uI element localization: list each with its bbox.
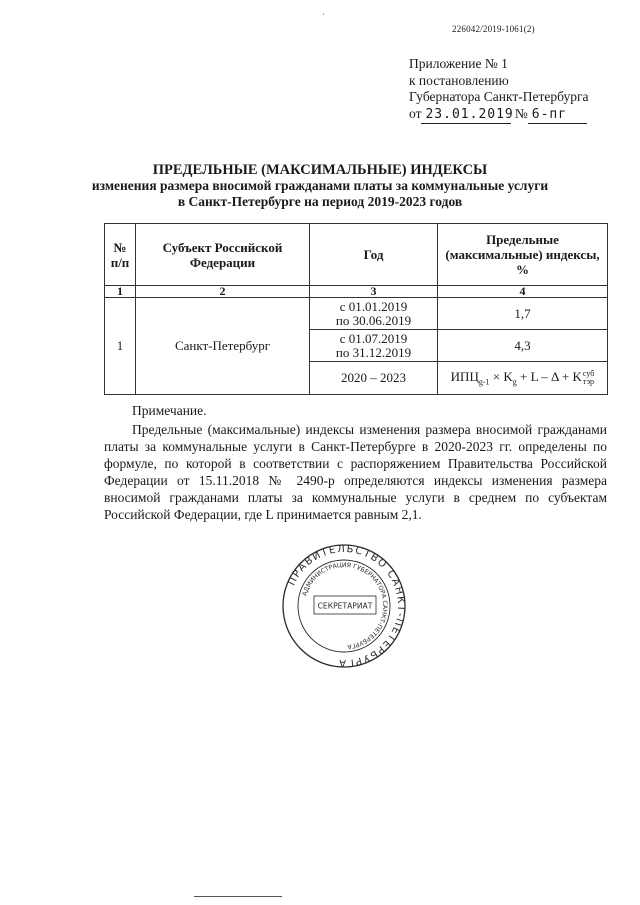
index-formula: $ИПЦ_{g-1} \times K_g + L - \Delta$ + Kсуб тэр (450, 369, 595, 387)
table-row (105, 298, 608, 330)
header-num: № п/п (105, 224, 136, 286)
indices-table (104, 223, 608, 395)
document-title (0, 162, 640, 210)
stamp-inner-text: АДМИНИСТРАЦИЯ ГУБЕРНАТОРА САНКТ-ПЕТЕРБУРГА (301, 561, 389, 650)
column-number: 2 (136, 286, 310, 298)
appendix-date-line (409, 106, 589, 125)
note-text: Предельные (максимальные) индексы изменения размера вносимой гражданами платы за коммунальные услуги в Санкт-Петербурге в 2020-2023 гг. определены по формуле, по которой в соответствии с распоряжением Правительства Российской Федерации от 15.11.2018 № 2490-р определяются индексы изменения размера вносимой гражданами платы за коммунальные услуги в среднем по субъектам Российской Федерации, где L принимается равным 2,1. (104, 422, 607, 522)
column-number: 4 (438, 286, 608, 298)
document-number: 226042/2019-1061(2) (452, 24, 535, 34)
scan-mark: · (322, 10, 325, 19)
row-number: 1 (105, 298, 136, 395)
title-line-1: ПРЕДЕЛЬНЫЕ (МАКСИМАЛЬНЫЕ) ИНДЕКСЫ (152, 162, 488, 178)
column-number-row (105, 286, 608, 298)
period-cell: с 01.07.2019 по 31.12.2019 (310, 330, 438, 362)
stamp-outer-text: ПРАВИТЕЛЬСТВО САНКТ-ПЕТЕРБУРГА (286, 544, 406, 668)
header-subject: Субъект Российской Федерации (136, 224, 310, 286)
appendix-line-1: Приложение № 1 (409, 56, 508, 71)
title-line-2: изменения размера вносимой гражданами платы за коммунальные услуги (91, 178, 549, 193)
official-stamp (282, 544, 406, 668)
number-prefix: № (514, 105, 528, 121)
header-index: Предельные (максимальные) индексы, % (438, 224, 608, 286)
period-cell: с 01.01.2019 по 30.06.2019 (310, 298, 438, 330)
index-value-cell: 1,7 (438, 298, 608, 330)
stamp-center-text: СЕКРЕТАРИАТ (317, 601, 373, 611)
date-prefix: от (409, 105, 422, 121)
note-label: Примечание. (132, 403, 207, 418)
header-year: Год (310, 224, 438, 286)
bottom-rule (194, 896, 282, 897)
appendix-line-2: к постановлению (409, 72, 509, 88)
index-value-cell: 4,3 (438, 330, 608, 362)
column-number: 3 (310, 286, 438, 298)
title-line-3: в Санкт-Петербурге на период 2019-2023 годов (177, 194, 463, 209)
column-number: 1 (105, 286, 136, 298)
decree-number: 6-пг (528, 107, 587, 125)
period-cell: 2020 – 2023 (310, 362, 438, 395)
formula-cell (438, 362, 608, 395)
subject-cell: Санкт-Петербург (136, 298, 310, 395)
table-header-row (105, 224, 608, 286)
appendix-line-3: Губернатора Санкт-Петербурга (409, 89, 589, 104)
appendix-block (409, 56, 589, 124)
decree-date: 23.01.2019 (421, 107, 511, 125)
